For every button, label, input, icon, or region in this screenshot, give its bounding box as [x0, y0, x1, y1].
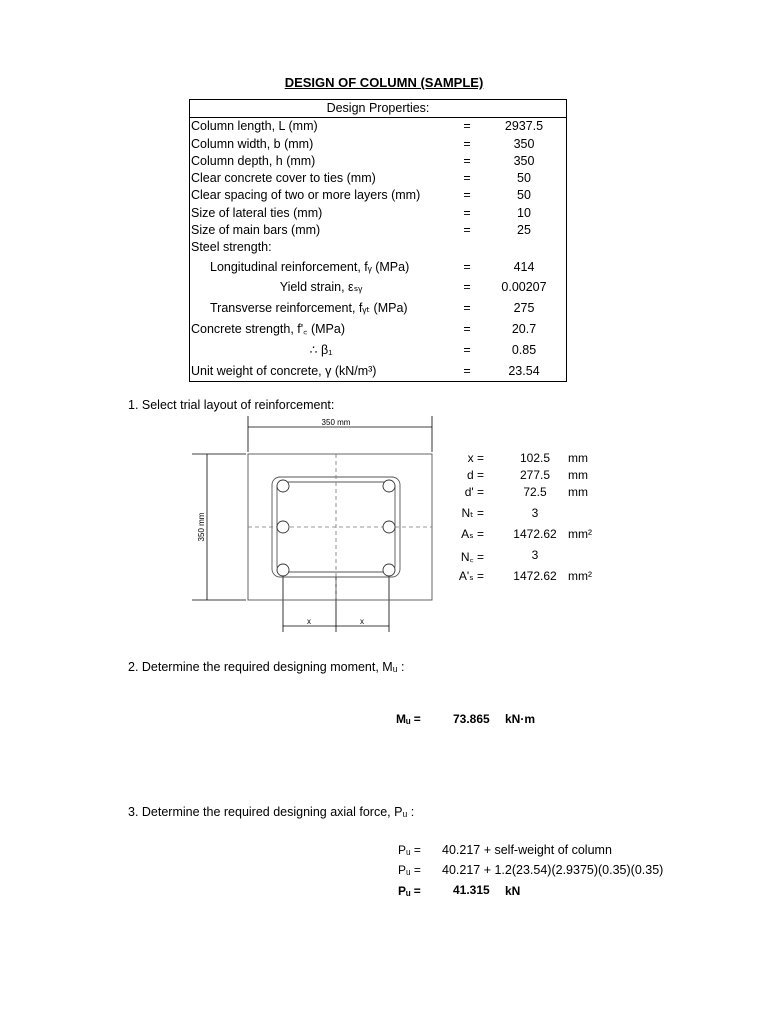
table-header: Design Properties: [190, 100, 567, 118]
axial-force-result-label: Pᵤ = [398, 884, 421, 898]
axial-force-result-unit: kN [505, 884, 521, 898]
result-label: Nₜ = [461, 506, 484, 520]
property-value: 350 [513, 153, 535, 168]
result-value: 1472.62 [513, 569, 557, 583]
property-value: 350 [513, 136, 535, 151]
equals-sign: = [463, 259, 471, 274]
property-value: 0.00207 [501, 280, 547, 295]
result-value: 102.5 [519, 451, 551, 465]
table-row [190, 361, 567, 382]
axial-force-label: Pᵤ = [398, 863, 421, 877]
property-label: Size of lateral ties (mm) [191, 205, 323, 220]
x-dimension-label: x [307, 617, 311, 626]
moment-value: 73.865 [453, 712, 490, 726]
result-value: 1472.62 [513, 527, 557, 541]
property-value: 25 [517, 223, 531, 238]
table-row [190, 136, 567, 153]
result-unit: mm² [568, 569, 592, 583]
table-row [190, 319, 567, 340]
result-unit: mm [568, 485, 588, 499]
table-row [190, 298, 567, 319]
property-value: 0.85 [511, 342, 537, 357]
table-row [190, 340, 567, 361]
step-3-heading: 3. Determine the required designing axial force, Pᵤ : [128, 805, 415, 819]
axial-force-result-value: 41.315 [453, 883, 490, 897]
equals-sign: = [463, 342, 471, 357]
property-value: 2937.5 [504, 119, 544, 134]
table-row [190, 153, 567, 170]
equals-sign: = [463, 205, 471, 220]
property-label: Size of main bars (mm) [191, 223, 321, 238]
result-unit: mm² [568, 527, 592, 541]
axial-force-label: Pᵤ = [398, 843, 421, 857]
table-row [190, 277, 567, 298]
property-value: 50 [517, 188, 531, 203]
result-value: 3 [531, 548, 539, 562]
property-value: 50 [517, 171, 531, 186]
result-label: A'ₛ = [458, 569, 484, 583]
table-header-row [190, 100, 567, 118]
result-unit: mm [568, 468, 588, 482]
table-row [190, 257, 567, 278]
table-row [190, 239, 567, 256]
equals-sign: = [463, 171, 471, 186]
table-row [190, 118, 567, 136]
property-value: 414 [513, 259, 535, 274]
table-row [190, 187, 567, 204]
center-lines [248, 454, 432, 600]
step-1-heading: 1. Select trial layout of reinforcement: [128, 398, 335, 412]
property-label: Column length, L (mm) [191, 119, 318, 134]
result-label: d' = [464, 485, 484, 499]
design-properties-table [189, 99, 567, 382]
property-label: Unit weight of concrete, γ (kN/m³) [191, 363, 377, 378]
property-value [482, 239, 567, 256]
table-row [190, 222, 567, 239]
equals-sign: = [463, 119, 471, 134]
equals-sign: = [463, 322, 471, 337]
result-unit: mm [568, 451, 588, 465]
column-section-diagram [192, 416, 440, 636]
property-value: 23.54 [508, 363, 540, 378]
equals-sign: = [463, 223, 471, 238]
equals-sign: = [463, 280, 471, 295]
equals-sign: = [463, 153, 471, 168]
property-value: 275 [513, 301, 535, 316]
moment-unit: kN·m [505, 712, 536, 726]
property-label: Clear spacing of two or more layers (mm) [191, 188, 421, 203]
property-label: Clear concrete cover to ties (mm) [191, 171, 376, 186]
property-label: Concrete strength, f'꜀ (MPa) [191, 322, 345, 337]
result-label: N꜀ = [460, 550, 484, 564]
equals-sign: = [463, 188, 471, 203]
property-label: Steel strength: [191, 240, 272, 255]
page-title: DESIGN OF COLUMN (SAMPLE) [284, 75, 484, 90]
axial-force-expression: 40.217 + 1.2(23.54)(2.9375)(0.35)(0.35) [442, 863, 664, 877]
result-label: d = [466, 468, 484, 482]
result-label: Aₛ = [461, 527, 484, 541]
side-dimension-label: 350 mm [197, 512, 206, 542]
x-dimension-label: x [360, 617, 364, 626]
property-label: Transverse reinforcement, fᵧₜ (MPa) [210, 301, 408, 316]
result-label: x = [467, 451, 484, 465]
result-value: 3 [531, 506, 539, 520]
property-value: 20.7 [511, 322, 537, 337]
equals-sign: = [463, 136, 471, 151]
property-label: Yield strain, εₛᵧ [279, 280, 363, 295]
table-row [190, 205, 567, 222]
property-label: Column depth, h (mm) [191, 153, 316, 168]
equals-sign: = [463, 301, 471, 316]
result-value: 277.5 [519, 468, 551, 482]
equals-sign: = [463, 363, 471, 378]
property-value: 10 [517, 205, 531, 220]
result-value: 72.5 [523, 485, 547, 499]
property-label: Column width, b (mm) [191, 136, 314, 151]
property-label: ∴ β₁ [309, 342, 333, 357]
step-2-heading: 2. Determine the required designing moment, Mᵤ : [128, 660, 405, 674]
property-label: Longitudinal reinforcement, fᵧ (MPa) [210, 259, 410, 274]
moment-label: Mᵤ = [396, 712, 421, 726]
table-row [190, 170, 567, 187]
top-dimension-label: 350 mm [321, 418, 351, 427]
equals-sign [452, 239, 482, 256]
axial-force-expression: 40.217 + self-weight of column [442, 843, 612, 857]
